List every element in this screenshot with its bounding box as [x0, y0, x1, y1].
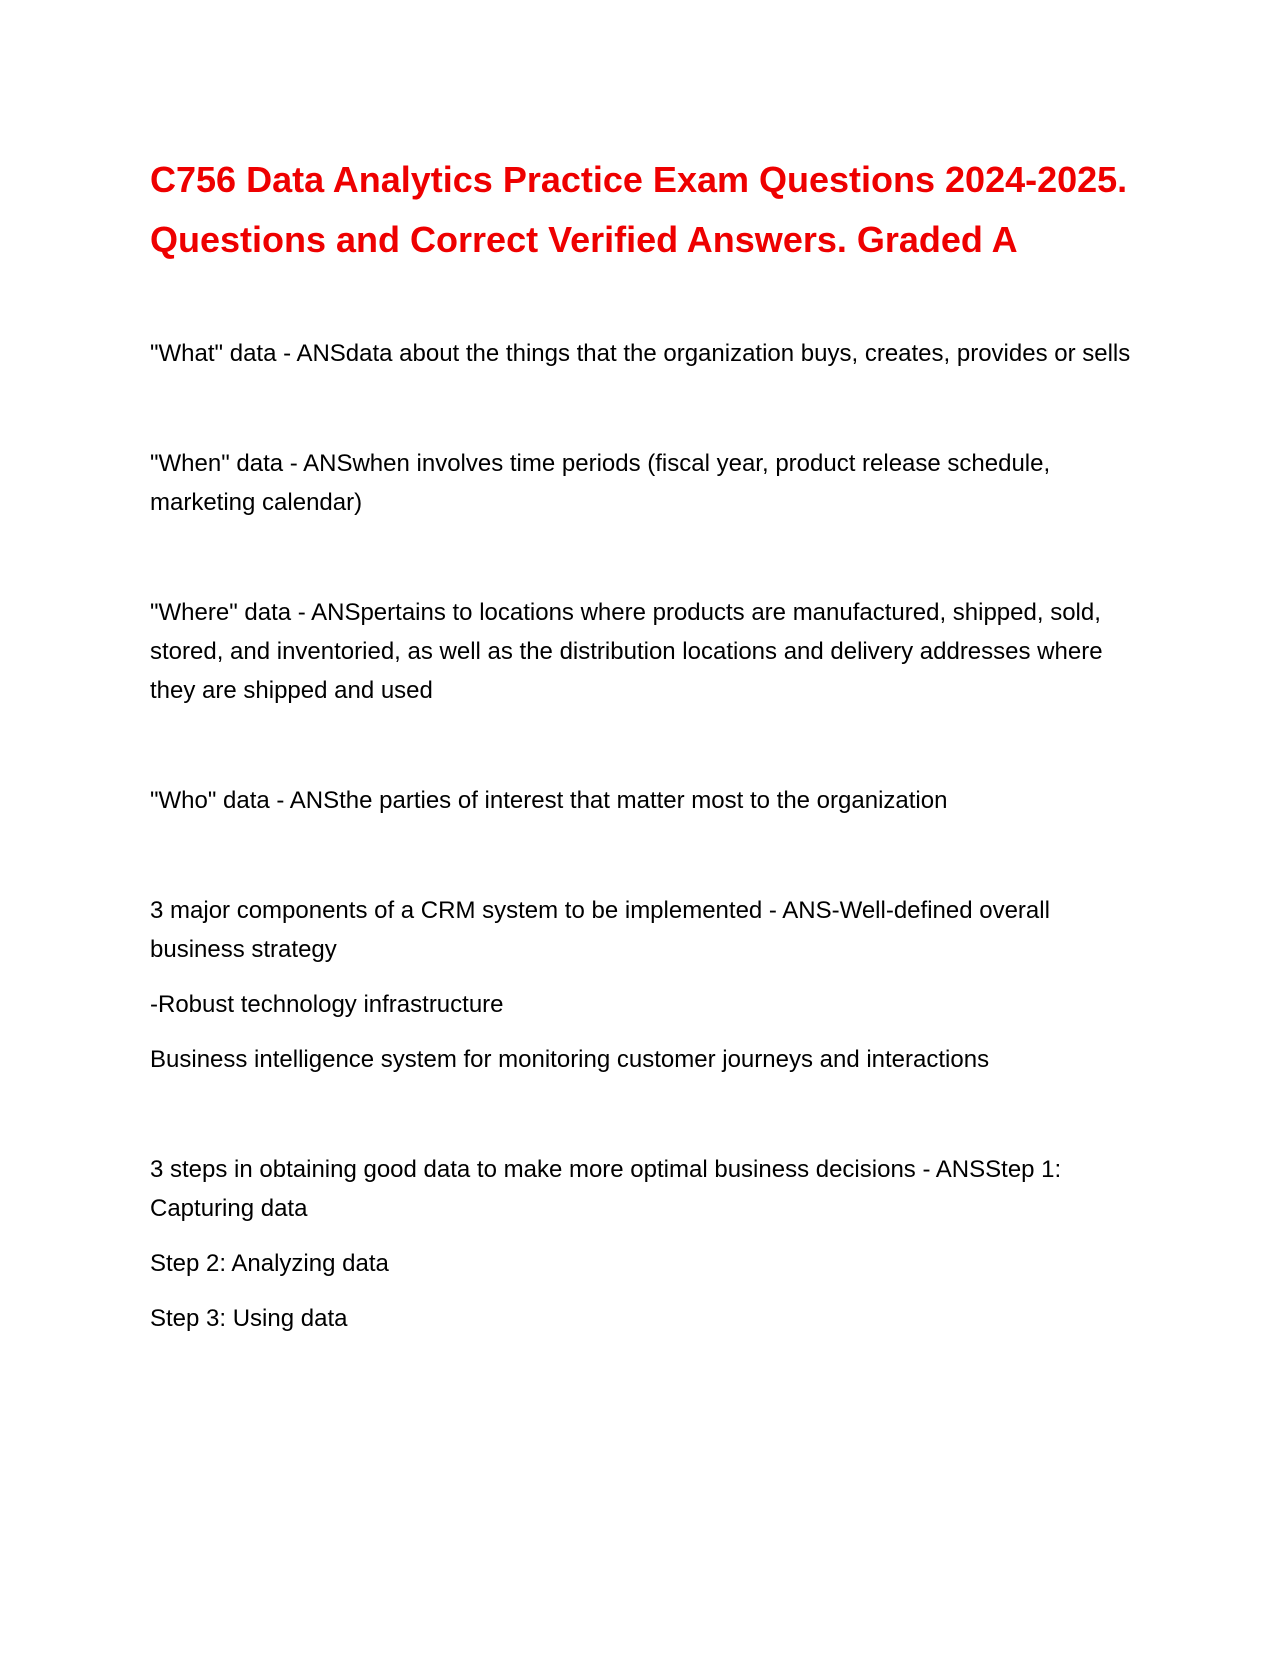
- qa-entry-data-steps: [150, 1150, 1140, 1338]
- qa-entry-what: [150, 334, 1140, 373]
- qa-text: -Robust technology infrastructure: [150, 991, 504, 1018]
- qa-text: Step 2: Analyzing data: [150, 1250, 389, 1277]
- qa-entry-where: [150, 593, 1140, 710]
- document-title: C756 Data Analytics Practice Exam Questions 2024-2025. Questions and Correct Verified Answers. Graded A: [150, 159, 1128, 260]
- qa-text: Step 3: Using data: [150, 1305, 348, 1332]
- qa-text: 3 major components of a CRM system to be implemented - ANS-Well-defined overall business strategy: [150, 897, 1050, 963]
- qa-text: "When" data - ANSwhen involves time periods (fiscal year, product release schedule, marketing calendar): [150, 450, 1051, 516]
- qa-text: 3 steps in obtaining good data to make more optimal business decisions - ANSStep 1: Capturing data: [150, 1156, 1062, 1222]
- qa-text: "Where" data - ANSpertains to locations where products are manufactured, shipped, sold, stored, and inventoried, as well as the distribution locations and delivery addresses where they are shipped and used: [150, 599, 1103, 704]
- qa-entry-who: [150, 781, 1140, 820]
- qa-text: Business intelligence system for monitoring customer journeys and interactions: [150, 1046, 990, 1073]
- qa-text: "Who" data - ANSthe parties of interest that matter most to the organization: [150, 787, 948, 814]
- qa-entry-crm-components: [150, 891, 1140, 1079]
- document-content: [150, 150, 1140, 1409]
- qa-entry-when: [150, 444, 1140, 522]
- qa-text: "What" data - ANSdata about the things that the organization buys, creates, provides or sells: [150, 340, 1131, 367]
